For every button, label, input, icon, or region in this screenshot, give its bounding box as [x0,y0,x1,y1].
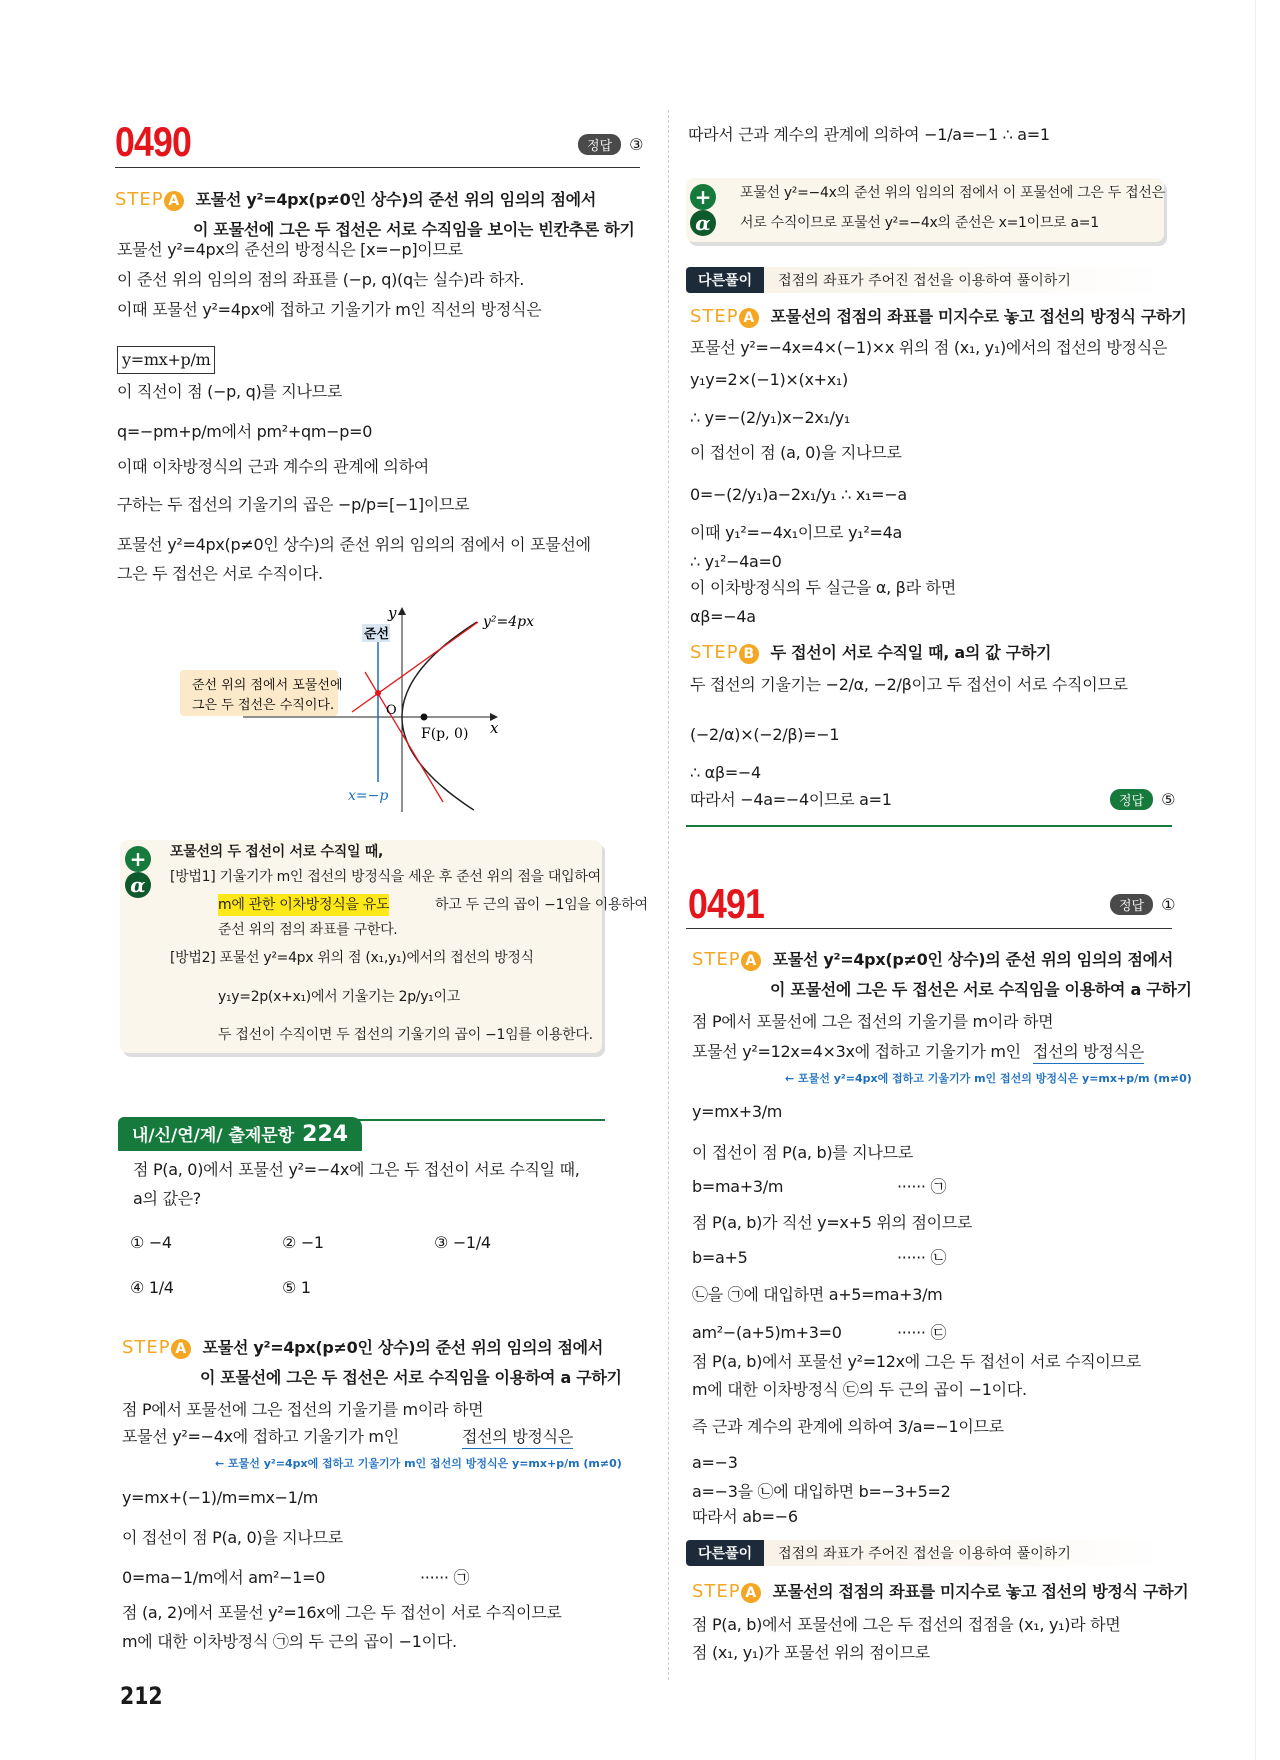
step-heading [690,639,1051,667]
solution-line: ∴ y₁²−4a=0 [690,552,782,571]
solution-line: y=mx+(−1)/m=mx−1/m [122,1488,319,1507]
naesin-rule [320,1119,605,1121]
boxed-formula: y=mx+p/m [117,346,215,374]
question-line: a의 값은? [133,1189,201,1208]
step-tag: STEP [690,642,739,663]
solution-line: ∴ αβ=−4 [690,763,761,782]
answer-value: ③ [629,135,644,154]
step-letter-icon: B [739,644,759,664]
step-title: 포물선의 접점의 좌표를 미지수로 놓고 접선의 방정식 구하기 [772,1582,1189,1601]
underlined-text: 접선의 방정식은 [462,1426,573,1449]
solution-line: 0=−(2/y₁)a−2x₁/y₁ ∴ x₁=−a [690,485,907,504]
solution-line: 그은 두 접선은 서로 수직이다. [117,564,323,583]
side-note: ← 포물선 y²=4px에 접하고 기울기가 m인 접선의 방정식은 y=mx+p/m (m≠0) [215,1457,622,1470]
answer-badge: 정답 [1110,894,1153,915]
solution-line: 이 접선이 점 (a, 0)을 지나므로 [690,443,902,462]
solution-line: 이 직선이 점 (−p, q)를 지나므로 [117,382,342,401]
solution-line: 이 준선 위의 임의의 점의 좌표를 (−p, q)(q는 실수)라 하자. [117,270,525,289]
directrix-tag: 준선 [364,627,390,642]
solution-line: 점 P(a, b)에서 포물선에 그은 두 접선의 접점을 (x₁, y₁)라 하면 [692,1615,1121,1634]
y-axis-label: y [388,604,397,622]
origin-label: O [386,703,397,718]
page-edge [1255,0,1256,1760]
alternative-solution-header [686,267,1166,293]
step-title: 두 접선이 서로 수직일 때, a의 값 구하기 [770,643,1052,662]
header-rule [686,928,1172,929]
solution-line: ∴ y=−(2/y₁)x−2x₁/y₁ [690,408,850,427]
step-tag: STEP [690,306,739,327]
highlighted-text: m에 관한 이차방정식을 유도 [218,894,389,916]
answer-indicator [1110,894,1175,915]
solution-line: m에 대한 이차방정식 ㉠의 두 근의 곱이 −1이다. [122,1632,457,1651]
step-heading [115,186,596,214]
solution-line: 포물선 y²=12x=4×3x에 접하고 기울기가 m인 [692,1042,1021,1061]
y-axis-arrow [398,607,406,615]
equation-marker: ······ ㉠ [420,1568,470,1587]
question-line: 점 P(a, 0)에서 포물선 y²=−4x에 그은 두 접선이 서로 수직일 때, [133,1160,580,1179]
solution-line: 이 접선이 점 P(a, 0)을 지나므로 [122,1528,343,1547]
solution-line: b=ma+3/m [692,1177,784,1196]
step-letter-icon: A [741,951,761,971]
answer-choice: ③ −1/4 [434,1233,491,1252]
naesin-label: 내/신/연/계/ 출제문항 [132,1126,295,1146]
solution-line: 이때 y₁²=−4x₁이므로 y₁²=4a [690,523,903,542]
solution-line: 즉 근과 계수의 관계에 의하여 3/a=−1이므로 [692,1417,1004,1436]
solution-line: 포물선 y²=4px의 준선의 방정식은 [x=−p]이므로 [117,240,463,259]
tip-line: 준선 위의 점의 좌표를 구한다. [218,922,398,938]
solution-line: b=a+5 [692,1248,748,1267]
step-tag: STEP [122,1337,171,1358]
parabola-diagram [0,0,680,840]
solution-line: 이때 이차방정식의 근과 계수의 관계에 의하여 [117,457,429,476]
alt-title: 접점의 좌표가 주어진 접선을 이용하여 풀이하기 [778,273,1071,289]
step-letter-icon: A [171,1339,191,1359]
solution-line: (−2/α)×(−2/β)=−1 [690,725,840,744]
solution-line: 이 접선이 점 P(a, b)를 지나므로 [692,1143,913,1162]
equation-marker: ······ ㉠ [897,1177,947,1196]
solution-line: a=−3 [692,1453,738,1472]
step-heading-cont: 이 포물선에 그은 두 접선은 서로 수직임을 이용하여 a 구하기 [200,1368,622,1387]
focus-point [421,714,428,721]
solution-line: 구하는 두 접선의 기울기의 곱은 −p/p=[−1]이므로 [117,495,470,514]
alt-title: 접점의 좌표가 주어진 접선을 이용하여 풀이하기 [778,1546,1071,1562]
answer-value: ① [1161,895,1176,914]
step-heading [122,1334,603,1362]
tip-line: 두 접선이 수직이면 두 접선의 기울기의 곱이 −1임를 이용한다. [218,1027,593,1043]
solution-line: 따라서 ab=−6 [692,1507,798,1526]
x-axis-label: x [490,719,499,737]
problem-number: 0490 [115,118,192,165]
solution-line: ㉡을 ㉠에 대입하면 a+5=ma+3/m [692,1285,943,1304]
tip-line: [방법1] 기울기가 m인 접선의 방정식을 세운 후 준선 위의 점을 대입하여 [170,869,601,885]
solution-line: 포물선 y²=4px(p≠0인 상수)의 준선 위의 임의의 점에서 이 포물선에 [117,535,591,554]
step-heading [690,303,1186,331]
callout-line-1: 준선 위의 점에서 포물선에 [192,678,343,693]
answer-badge: 정답 [578,134,621,155]
naesin-number: 224 [302,1122,349,1147]
step-title: 포물선의 접점의 좌표를 미지수로 놓고 접선의 방정식 구하기 [770,307,1187,326]
page-number: 212 [120,1682,163,1710]
tip-line: [방법2] 포물선 y²=4px 위의 점 (x₁,y₁)에서의 접선의 방정식 [170,950,534,966]
equation-marker: ······ ㉡ [897,1248,947,1267]
answer-choice: ④ 1/4 [130,1278,174,1297]
step-title: 포물선 y²=4px(p≠0인 상수)의 준선 위의 임의의 점에서 [202,1338,603,1357]
solution-line: m에 대한 이차방정식 ㉢의 두 근의 곱이 −1이다. [692,1380,1027,1399]
step-title: 포물선 y²=4px(p≠0인 상수)의 준선 위의 임의의 점에서 [195,190,596,209]
answer-value: ⑤ [1161,790,1176,809]
solution-line: 따라서 근과 계수의 관계에 의하여 −1/a=−1 ∴ a=1 [688,125,1050,144]
solution-line: 이때 포물선 y²=4px에 접하고 기울기가 m인 직선의 방정식은 [117,300,542,319]
step-title: 포물선 y²=4px(p≠0인 상수)의 준선 위의 임의의 점에서 [772,950,1173,969]
solution-line: 점 (x₁, y₁)가 포물선 위의 점이므로 [692,1643,930,1662]
solution-line: 두 접선의 기울기는 −2/α, −2/β이고 두 접선이 서로 수직이므로 [690,675,1128,694]
tip-line: 하고 두 근의 곱이 −1임을 이용하여 [435,897,648,913]
underlined-text: 접선의 방정식은 [1033,1041,1144,1064]
solution-line: 점 P(a, b)가 직선 y=x+5 위의 점이므로 [692,1213,973,1232]
tip-line: y₁y=2p(x+x₁)에서 기울기는 2p/y₁이고 [218,989,460,1005]
solution-line: 따라서 −4a=−4이므로 a=1 [690,790,892,809]
answer-choice: ① −4 [130,1233,172,1252]
solution-line: y=mx+3/m [692,1102,783,1121]
step-tag: STEP [115,189,164,210]
solution-line: 점 (a, 2)에서 포물선 y²=16x에 그은 두 접선이 서로 수직이므로 [122,1603,562,1622]
callout-line-2: 그은 두 접선은 수직이다. [192,698,335,713]
alt-label: 다른풀이 [686,1540,764,1566]
alt-label: 다른풀이 [686,267,764,293]
tip-line: 포물선의 두 접선이 서로 수직일 때, [170,844,384,860]
curve-label: y²=4px [483,614,535,630]
section-rule-green [686,825,1172,827]
solution-line: a=−3을 ㉡에 대입하면 b=−3+5=2 [692,1482,951,1501]
alternative-solution-header [686,1540,1166,1566]
problem-number: 0491 [688,880,765,927]
tip-line: 서로 수직이므로 포물선 y²=−4x의 준선은 x=1이므로 a=1 [740,215,1099,231]
side-note: ← 포물선 y²=4px에 접하고 기울기가 m인 접선의 방정식은 y=mx+p/m (m≠0) [785,1072,1192,1085]
solution-line: 점 P(a, b)에서 포물선 y²=12x에 그은 두 접선이 서로 수직이므로 [692,1352,1141,1371]
step-heading [692,946,1173,974]
solution-line: y₁y=2×(−1)×(x+x₁) [690,370,848,389]
solution-line: 0=ma−1/m에서 am²−1=0 [122,1568,326,1587]
step-tag: STEP [692,949,741,970]
directrix-point [375,690,381,696]
solution-line: 포물선 y²=−4x=4×(−1)×x 위의 점 (x₁, y₁)에서의 접선의 방정식은 [690,338,1168,357]
solution-line: 점 P에서 포물선에 그은 접선의 기울기를 m이라 하면 [692,1012,1054,1031]
focus-label: F(p, 0) [421,726,469,742]
equation-marker: ······ ㉢ [897,1323,947,1342]
solution-line: am²−(a+5)m+3=0 [692,1323,842,1342]
plus-alpha-icon: + α [690,184,718,236]
solution-line: 포물선 y²=−4x에 접하고 기울기가 m인 [122,1427,399,1446]
step-heading [692,1578,1188,1606]
step-letter-icon: A [741,1583,761,1603]
step-heading-cont: 이 포물선에 그은 두 접선은 서로 수직임을 이용하여 a 구하기 [770,980,1192,999]
solution-line: 이 이차방정식의 두 실근을 α, β라 하면 [690,578,956,597]
directrix-equation: x=−p [348,788,389,804]
solution-line: αβ=−4a [690,607,756,626]
step-tag: STEP [692,1581,741,1602]
step-heading-cont: 이 포물선에 그은 두 접선은 서로 수직임을 보이는 빈칸추론 하기 [193,220,635,239]
tip-line: 포물선 y²=−4x의 준선 위의 임의의 점에서 이 포물선에 그은 두 접선은 [740,185,1165,201]
answer-indicator-alt [1110,789,1175,810]
solution-line: 점 P에서 포물선에 그은 접선의 기울기를 m이라 하면 [122,1400,484,1419]
answer-choice: ② −1 [282,1233,324,1252]
solution-line: q=−pm+p/m에서 pm²+qm−p=0 [117,422,373,441]
answer-choice: ⑤ 1 [282,1278,311,1297]
naesin-header [118,1117,362,1151]
plus-alpha-icon: + α [125,846,153,898]
answer-badge: 정답 [1110,789,1153,810]
step-letter-icon: A [164,191,184,211]
step-letter-icon: A [739,308,759,328]
